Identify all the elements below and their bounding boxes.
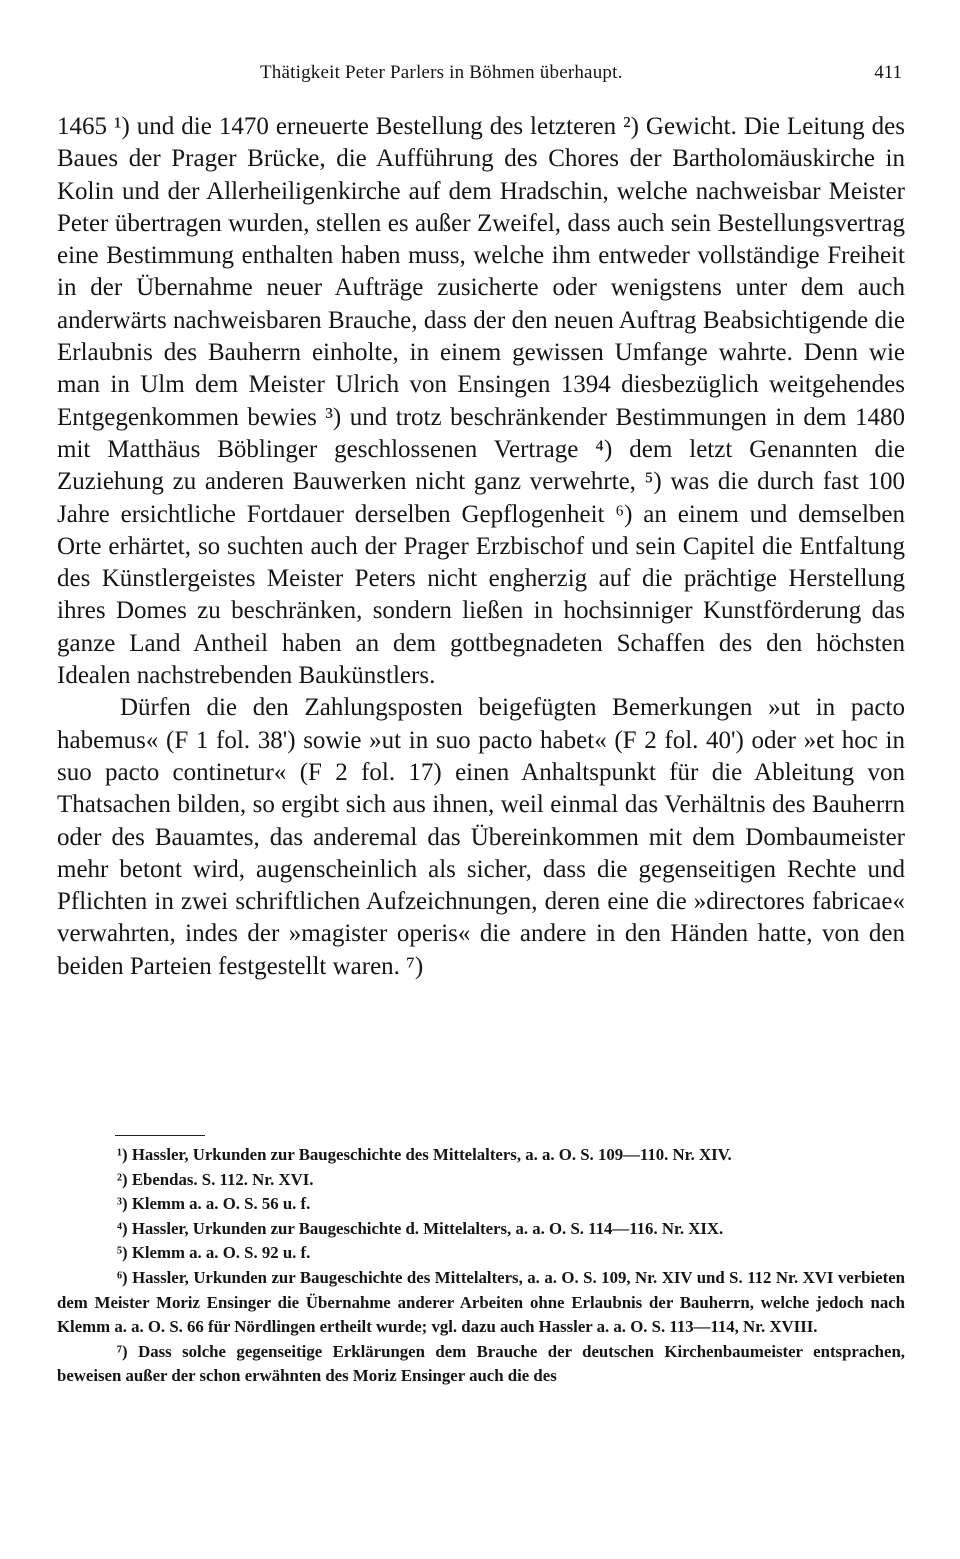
footnote-7: ⁷) Dass solche gegenseitige Erklärungen dem Brauche der deutschen Kirchenbaumeister entsprachen, beweisen außer der schon erwähnten des Moriz Ensinger auch die des — [57, 1341, 905, 1386]
footnote-separator — [115, 1135, 205, 1136]
footnote-1: ¹) Hassler, Urkunden zur Baugeschichte des Mittelalters, a. a. O. S. 109—110. Nr. XIV. — [117, 1145, 732, 1164]
footnote-6: ⁶) Hassler, Urkunden zur Baugeschichte des Mittelalters, a. a. O. S. 109, Nr. XIV und S. 112 Nr. XVI verbieten dem Meister Moriz Ensinger die Übernahme anderer Arbeiten ohne Erlaubnis der Bauherrn, welche jedoch nach Klemm a. a. O. S. 66 für Nördlingen ertheilt wurde; vgl. dazu auch Hassler a. a. O. S. 113—114, Nr. XVIII. — [57, 1267, 905, 1337]
page-number: 411 — [874, 62, 902, 83]
footnote-3: ³) Klemm a. a. O. S. 56 u. f. — [117, 1194, 311, 1214]
paragraph: 1465 ¹) und die 1470 erneuerte Bestellung des letzteren ²) Gewicht. Die Leitung des Baues der Prager Brücke, die Aufführung des Chores der Bartholomäuskirche in Kolin und der Allerheiligenkirche auf dem Hradschin, welche nachweisbar Meister Peter übertragen wurden, stellen es außer Zweifel, dass auch sein Bestellungsvertrag eine Bestimmung enthalten haben muss, welche ihm entweder vollständige Freiheit in der Übernahme neuer Aufträge zusicherte oder wenigstens unter dem auch anderwärts nachweisbaren Brauche, dass der den neuen Auftrag Beabsichtigende die Erlaubnis des Bauherrn einholte, in einem gewissen Umfange wahrte. Denn wie man in Ulm dem Meister Ulrich von Ensingen 1394 diesbezüglich weitgehendes Entgegenkommen bewies ³) und trotz beschränkender Bestimmungen in dem 1480 mit Matthäus Böblinger geschlossenen Vertrage ⁴) dem letzt Genannten die Zuziehung zu anderen Bauwerken nicht ganz verwehrte, ⁵) was die durch fast 100 Jahre ersichtliche Fortdauer derselben Gepflogenheit ⁶) an einem und demselben Orte erhärtet, so suchten auch der Prager Erzbischof und sein Capitel die Entfaltung des Künstlergeistes Meister Peters nicht engherzig auf die prächtige Herstellung ihres Domes zu beschränken, sondern ließen in hochsinniger Kunstförderung das ganze Land Antheil haben an dem gottbegnadeten Schaffen des den höchsten Idealen nachstrebenden Baukünstlers. — [57, 113, 905, 690]
footnote-5: ⁵) Klemm a. a. O. S. 92 u. f. — [117, 1243, 311, 1263]
footnotes — [57, 1143, 905, 1389]
footnote-2: ²) Ebendas. S. 112. Nr. XVI. — [117, 1169, 314, 1189]
running-header — [60, 60, 902, 90]
paragraph: Dürfen die den Zahlungsposten beigefügten Bemerkungen »ut in pacto habemus« (F 1 fol. 38') sowie »ut in suo pacto habet« (F 2 fol. 40') oder »et hoc in suo pacto continetur« (F 2 fol. 17) einen Anhaltspunkt für die Ableitung von Thatsachen bilden, so ergibt sich aus ihnen, weil einmal das Verhältnis des Bauherrn oder des Bauamtes, das anderemal das Übereinkommen mit dem Dombaumeister mehr betont wird, augenscheinlich als sicher, dass die gegenseitigen Rechte und Pflichten in zwei schriftlichen Aufzeichnungen, deren eine die »directores fabricae« verwahrten, indes der »magister operis« die andere in den Händen hatte, von den beiden Parteien festgestellt waren. ⁷) — [57, 694, 905, 980]
running-title: Thätigkeit Peter Parlers in Böhmen überhaupt. — [260, 62, 623, 83]
main-text — [57, 111, 905, 983]
footnote-4: ⁴) Hassler, Urkunden zur Baugeschichte d. Mittelalters, a. a. O. S. 114—116. Nr. XIX. — [117, 1218, 724, 1238]
